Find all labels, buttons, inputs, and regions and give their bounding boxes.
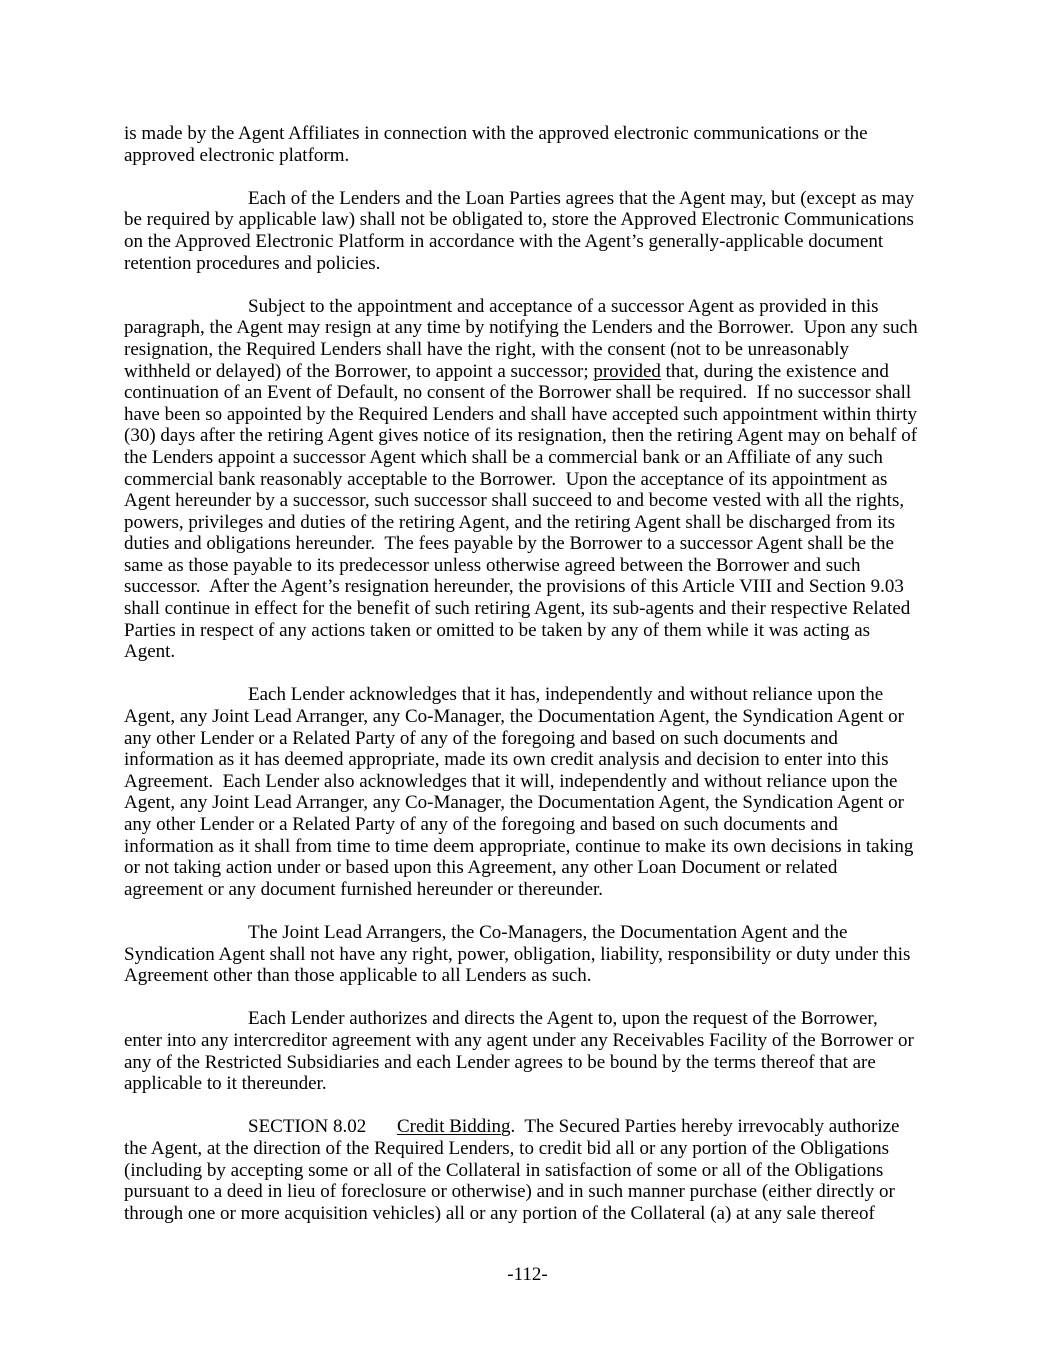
text-line: the Lenders appoint a successor Agent which shall be a commercial bank or an Affiliate of any such <box>124 446 883 468</box>
text-line: The Joint Lead Arrangers, the Co-Managers, the Documentation Agent and the <box>248 921 848 943</box>
text-line: Each Lender authorizes and directs the Agent to, upon the request of the Borrower, <box>248 1008 878 1030</box>
text-line: paragraph, the Agent may resign at any time by notifying the Lenders and the Borrower. Upon any such <box>124 317 918 339</box>
text-line: (30) days after the retiring Agent gives notice of its resignation, then the retiring Agent may on behalf of <box>124 425 918 447</box>
text-line: Parties in respect of any actions taken or omitted to be taken by any of them while it was acting as <box>124 619 871 641</box>
text-line: pursuant to a deed in lieu of foreclosure or otherwise) and in such manner purchase (either directly or <box>124 1181 895 1203</box>
text-line: is made by the Agent Affiliates in connection with the approved electronic communications or the <box>124 123 868 144</box>
paragraph <box>124 1008 931 1094</box>
section-number: SECTION 8.02 <box>248 1116 367 1138</box>
text-run: that, during the existence and <box>660 360 889 382</box>
text-line: successor. After the Agent’s resignation hereunder, the provisions of this Article VIII and Section 9.03 <box>124 576 904 598</box>
text-line: Subject to the appointment and acceptance of a successor Agent as provided in this <box>248 295 879 317</box>
text-line: have been so appointed by the Required Lenders and shall have accepted such appointment within thirty <box>124 403 918 425</box>
text-line: continuation of an Event of Default, no consent of the Borrower shall be required. If no successor shall <box>124 382 912 404</box>
text-line: Each Lender acknowledges that it has, independently and without reliance upon the <box>248 684 884 706</box>
paragraph <box>124 188 931 274</box>
paragraph <box>124 123 931 166</box>
text-line: Agreement. Each Lender also acknowledges that it will, independently and without reliance upon the <box>124 770 898 792</box>
text-run: . The Secured Parties hereby irrevocably authorize <box>510 1116 900 1138</box>
text-line: shall continue in effect for the benefit of such retiring Agent, its sub-agents and their respective Related <box>124 598 911 620</box>
text-line: Each of the Lenders and the Loan Parties agrees that the Agent may, but (except as may <box>248 187 915 209</box>
underlined-term: provided <box>593 360 661 382</box>
document-body <box>124 123 931 1246</box>
text-line: Agent, any Joint Lead Arranger, any Co-Manager, the Documentation Agent, the Syndication Agent or <box>124 792 904 814</box>
text-run: withheld or delayed) of the Borrower, to appoint a successor; <box>124 360 594 382</box>
text-line: enter into any intercreditor agreement with any agent under any Receivables Facility of the Borrower or <box>124 1029 914 1051</box>
text-line: information as it shall from time to time deem appropriate, continue to make its own decisions in taking <box>124 835 914 857</box>
page-number: -112- <box>507 1264 548 1285</box>
section-heading-line <box>124 1116 931 1138</box>
paragraph <box>124 684 931 900</box>
text-line: any other Lender or a Related Party of any of the foregoing and based on such documents and <box>124 814 838 835</box>
text-line: be required by applicable law) shall not be obligated to, store the Approved Electronic Communications <box>124 209 914 231</box>
text-line: Agreement other than those applicable to all Lenders as such. <box>124 965 592 987</box>
paragraph <box>124 922 931 987</box>
text-line: information as it has deemed appropriate, made its own credit analysis and decision to enter into this <box>124 749 889 771</box>
text-line: the Agent, at the direction of the Required Lenders, to credit bid all or any portion of the Obligations <box>124 1137 890 1159</box>
text-line: Agent hereunder by a successor, such successor shall succeed to and become vested with all the rights, <box>124 490 905 512</box>
text-line: approved electronic platform. <box>124 144 350 166</box>
text-line: Syndication Agent shall not have any right, power, obligation, liability, responsibility or duty under this <box>124 943 911 965</box>
text-line: resignation, the Required Lenders shall have the right, with the consent (not to be unreasonably <box>124 338 849 360</box>
text-line: or not taking action under or based upon this Agreement, any other Loan Document or related <box>124 857 838 879</box>
section-title: Credit Bidding <box>397 1116 511 1138</box>
section-paragraph <box>124 1116 931 1224</box>
text-line: Agent. <box>124 641 176 663</box>
text-line: commercial bank reasonably acceptable to the Borrower. Upon the acceptance of its appointment as <box>124 468 888 490</box>
text-line: (including by accepting some or all of the Collateral in satisfaction of some or all of the Obligations <box>124 1159 884 1181</box>
text-line: same as those payable to its predecessor unless otherwise agreed between the Borrower and such <box>124 554 861 576</box>
text-line: any of the Restricted Subsidiaries and each Lender agrees to be bound by the terms thereof that are <box>124 1051 876 1073</box>
text-line: through one or more acquisition vehicles) all or any portion of the Collateral (a) at any sale thereof <box>124 1202 875 1224</box>
text-line: any other Lender or a Related Party of any of the foregoing and based on such documents and <box>124 727 838 749</box>
text-line: applicable to it thereunder. <box>124 1073 327 1095</box>
text-line <box>124 361 931 383</box>
text-line: on the Approved Electronic Platform in accordance with the Agent’s generally-applicable document <box>124 230 884 252</box>
text-line: powers, privileges and duties of the retiring Agent, and the retiring Agent shall be discharged from its <box>124 511 896 533</box>
text-line: Agent, any Joint Lead Arranger, any Co-Manager, the Documentation Agent, the Syndication Agent or <box>124 706 904 728</box>
text-line: retention procedures and policies. <box>124 252 381 274</box>
text-line: agreement or any document furnished hereunder or thereunder. <box>124 878 604 900</box>
paragraph <box>124 296 931 663</box>
text-line: duties and obligations hereunder. The fees payable by the Borrower to a successor Agent shall be the <box>124 533 894 555</box>
